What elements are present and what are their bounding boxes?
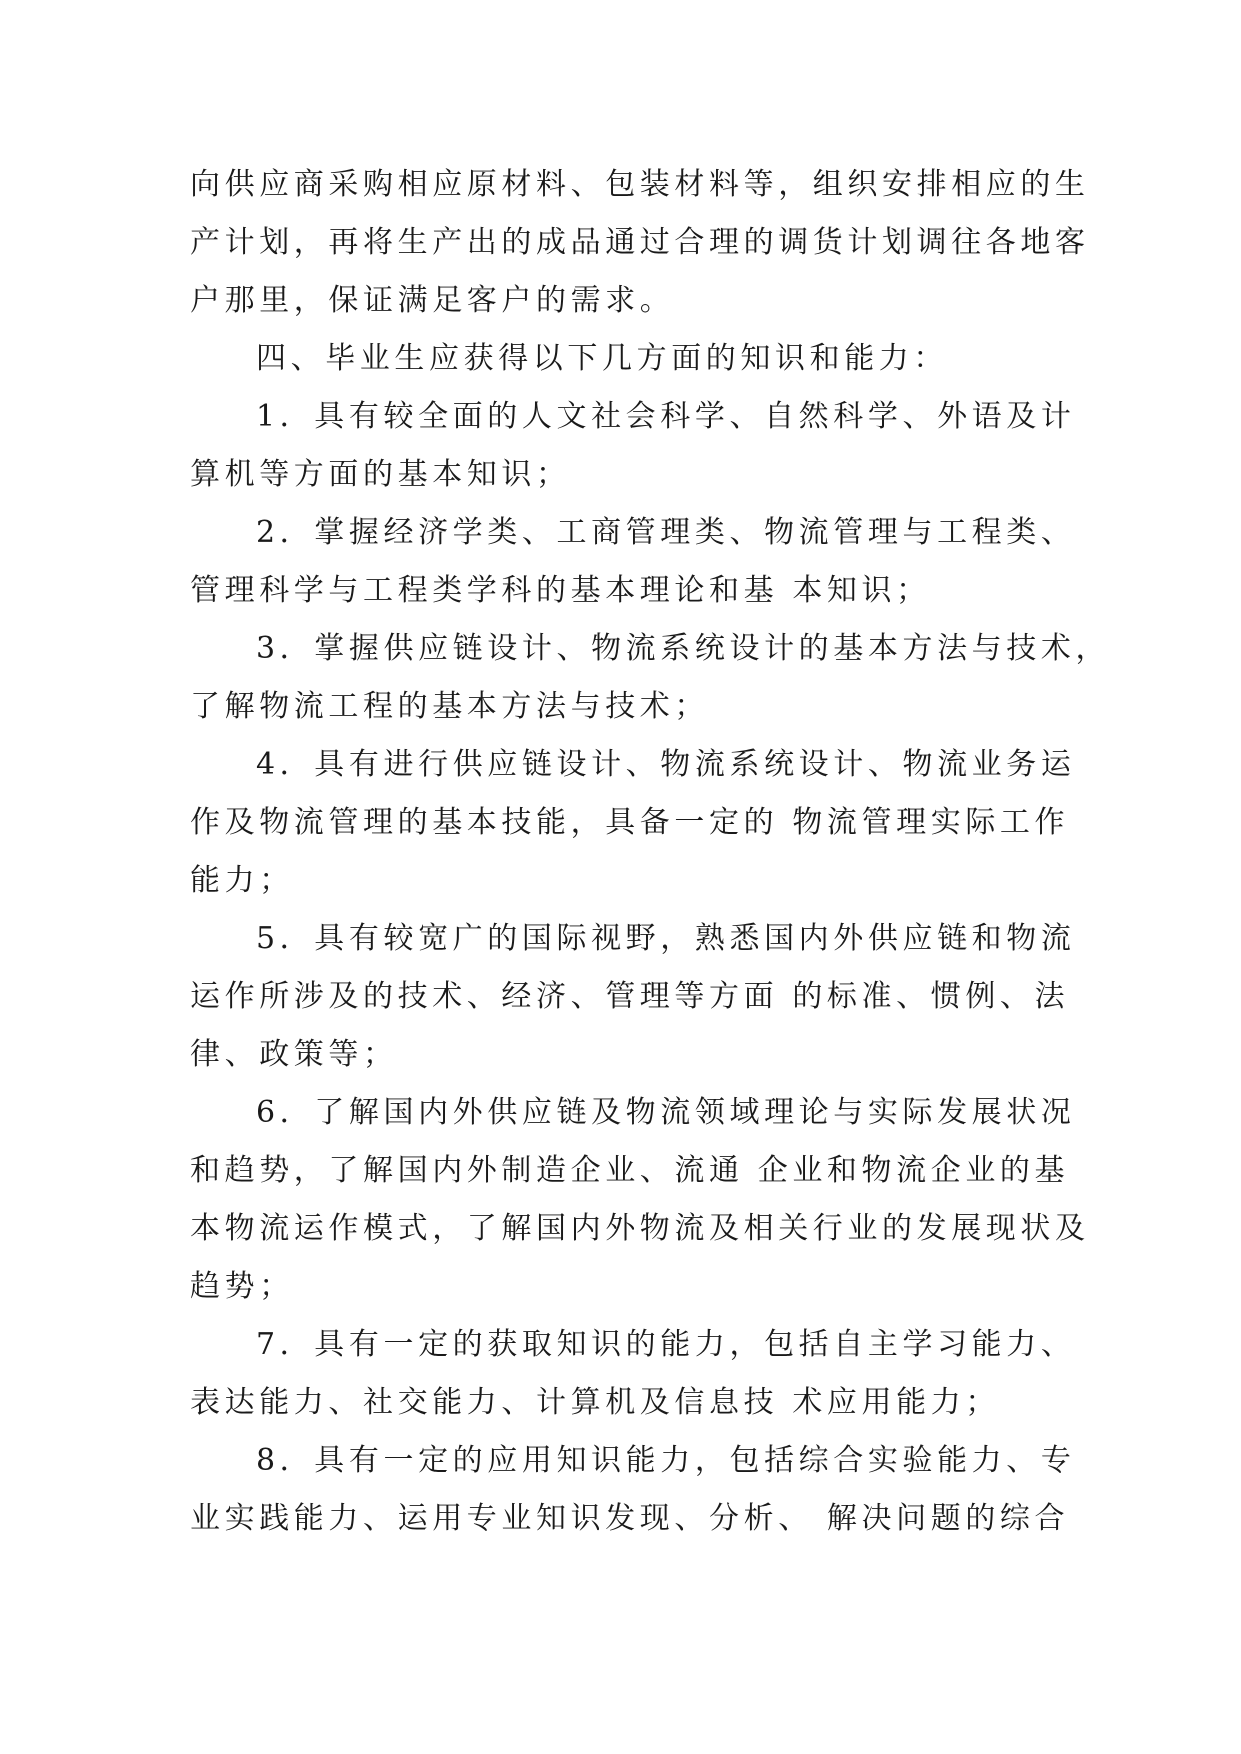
text-line: 向供应商采购相应原材料、包装材料等，组织安排相应的生 xyxy=(190,167,1090,202)
list-item-6-line: 本物流运作模式，了解国内外物流及相关行业的发展现状及 xyxy=(190,1211,1090,1246)
document-body xyxy=(190,156,1111,1548)
list-item-7-line: 7．具有一定的获取知识的能力，包括自主学习能力、 xyxy=(256,1327,1076,1362)
text-line: 户那里，保证满足客户的需求。 xyxy=(190,283,675,318)
list-item-1-line: 1．具有较全面的人文社会科学、自然科学、外语及计 xyxy=(256,399,1076,434)
list-item-3-line: 了解物流工程的基本方法与技术； xyxy=(190,689,709,724)
list-item-6-line: 趋势； xyxy=(190,1269,294,1304)
list-item-6-line: 6．了解国内外供应链及物流领域理论与实际发展状况 xyxy=(256,1095,1076,1130)
list-item-1-line: 算机等方面的基本知识； xyxy=(190,457,571,492)
list-item-6-line: 和趋势，了解国内外制造企业、流通 企业和物流企业的基 xyxy=(190,1153,1070,1188)
list-item-4-line: 作及物流管理的基本技能，具备一定的 物流管理实际工作 xyxy=(190,805,1070,840)
list-item-3-line: 3．掌握供应链设计、物流系统设计的基本方法与技术， xyxy=(256,631,1111,666)
list-item-8-line: 8．具有一定的应用知识能力，包括综合实验能力、专 xyxy=(256,1443,1076,1478)
list-item-5-line: 5．具有较宽广的国际视野，熟悉国内外供应链和物流 xyxy=(256,921,1076,956)
section-heading: 四、毕业生应获得以下几方面的知识和能力： xyxy=(256,341,948,376)
list-item-4-line: 4．具有进行供应链设计、物流系统设计、物流业务运 xyxy=(256,747,1076,782)
list-item-5-line: 运作所涉及的技术、经济、管理等方面 的标准、惯例、法 xyxy=(190,979,1070,1014)
list-item-7-line: 表达能力、社交能力、计算机及信息技 术应用能力； xyxy=(190,1385,1000,1420)
text-line: 产计划，再将生产出的成品通过合理的调货计划调往各地客 xyxy=(190,225,1090,260)
list-item-2-line: 管理科学与工程类学科的基本理论和基 本知识； xyxy=(190,573,931,608)
list-item-2-line: 2．掌握经济学类、工商管理类、物流管理与工程类、 xyxy=(256,515,1076,550)
list-item-5-line: 律、政策等； xyxy=(190,1037,398,1072)
list-item-4-line: 能力； xyxy=(190,863,294,898)
list-item-8-line: 业实践能力、运用专业知识发现、分析、 解决问题的综合 xyxy=(190,1501,1070,1536)
